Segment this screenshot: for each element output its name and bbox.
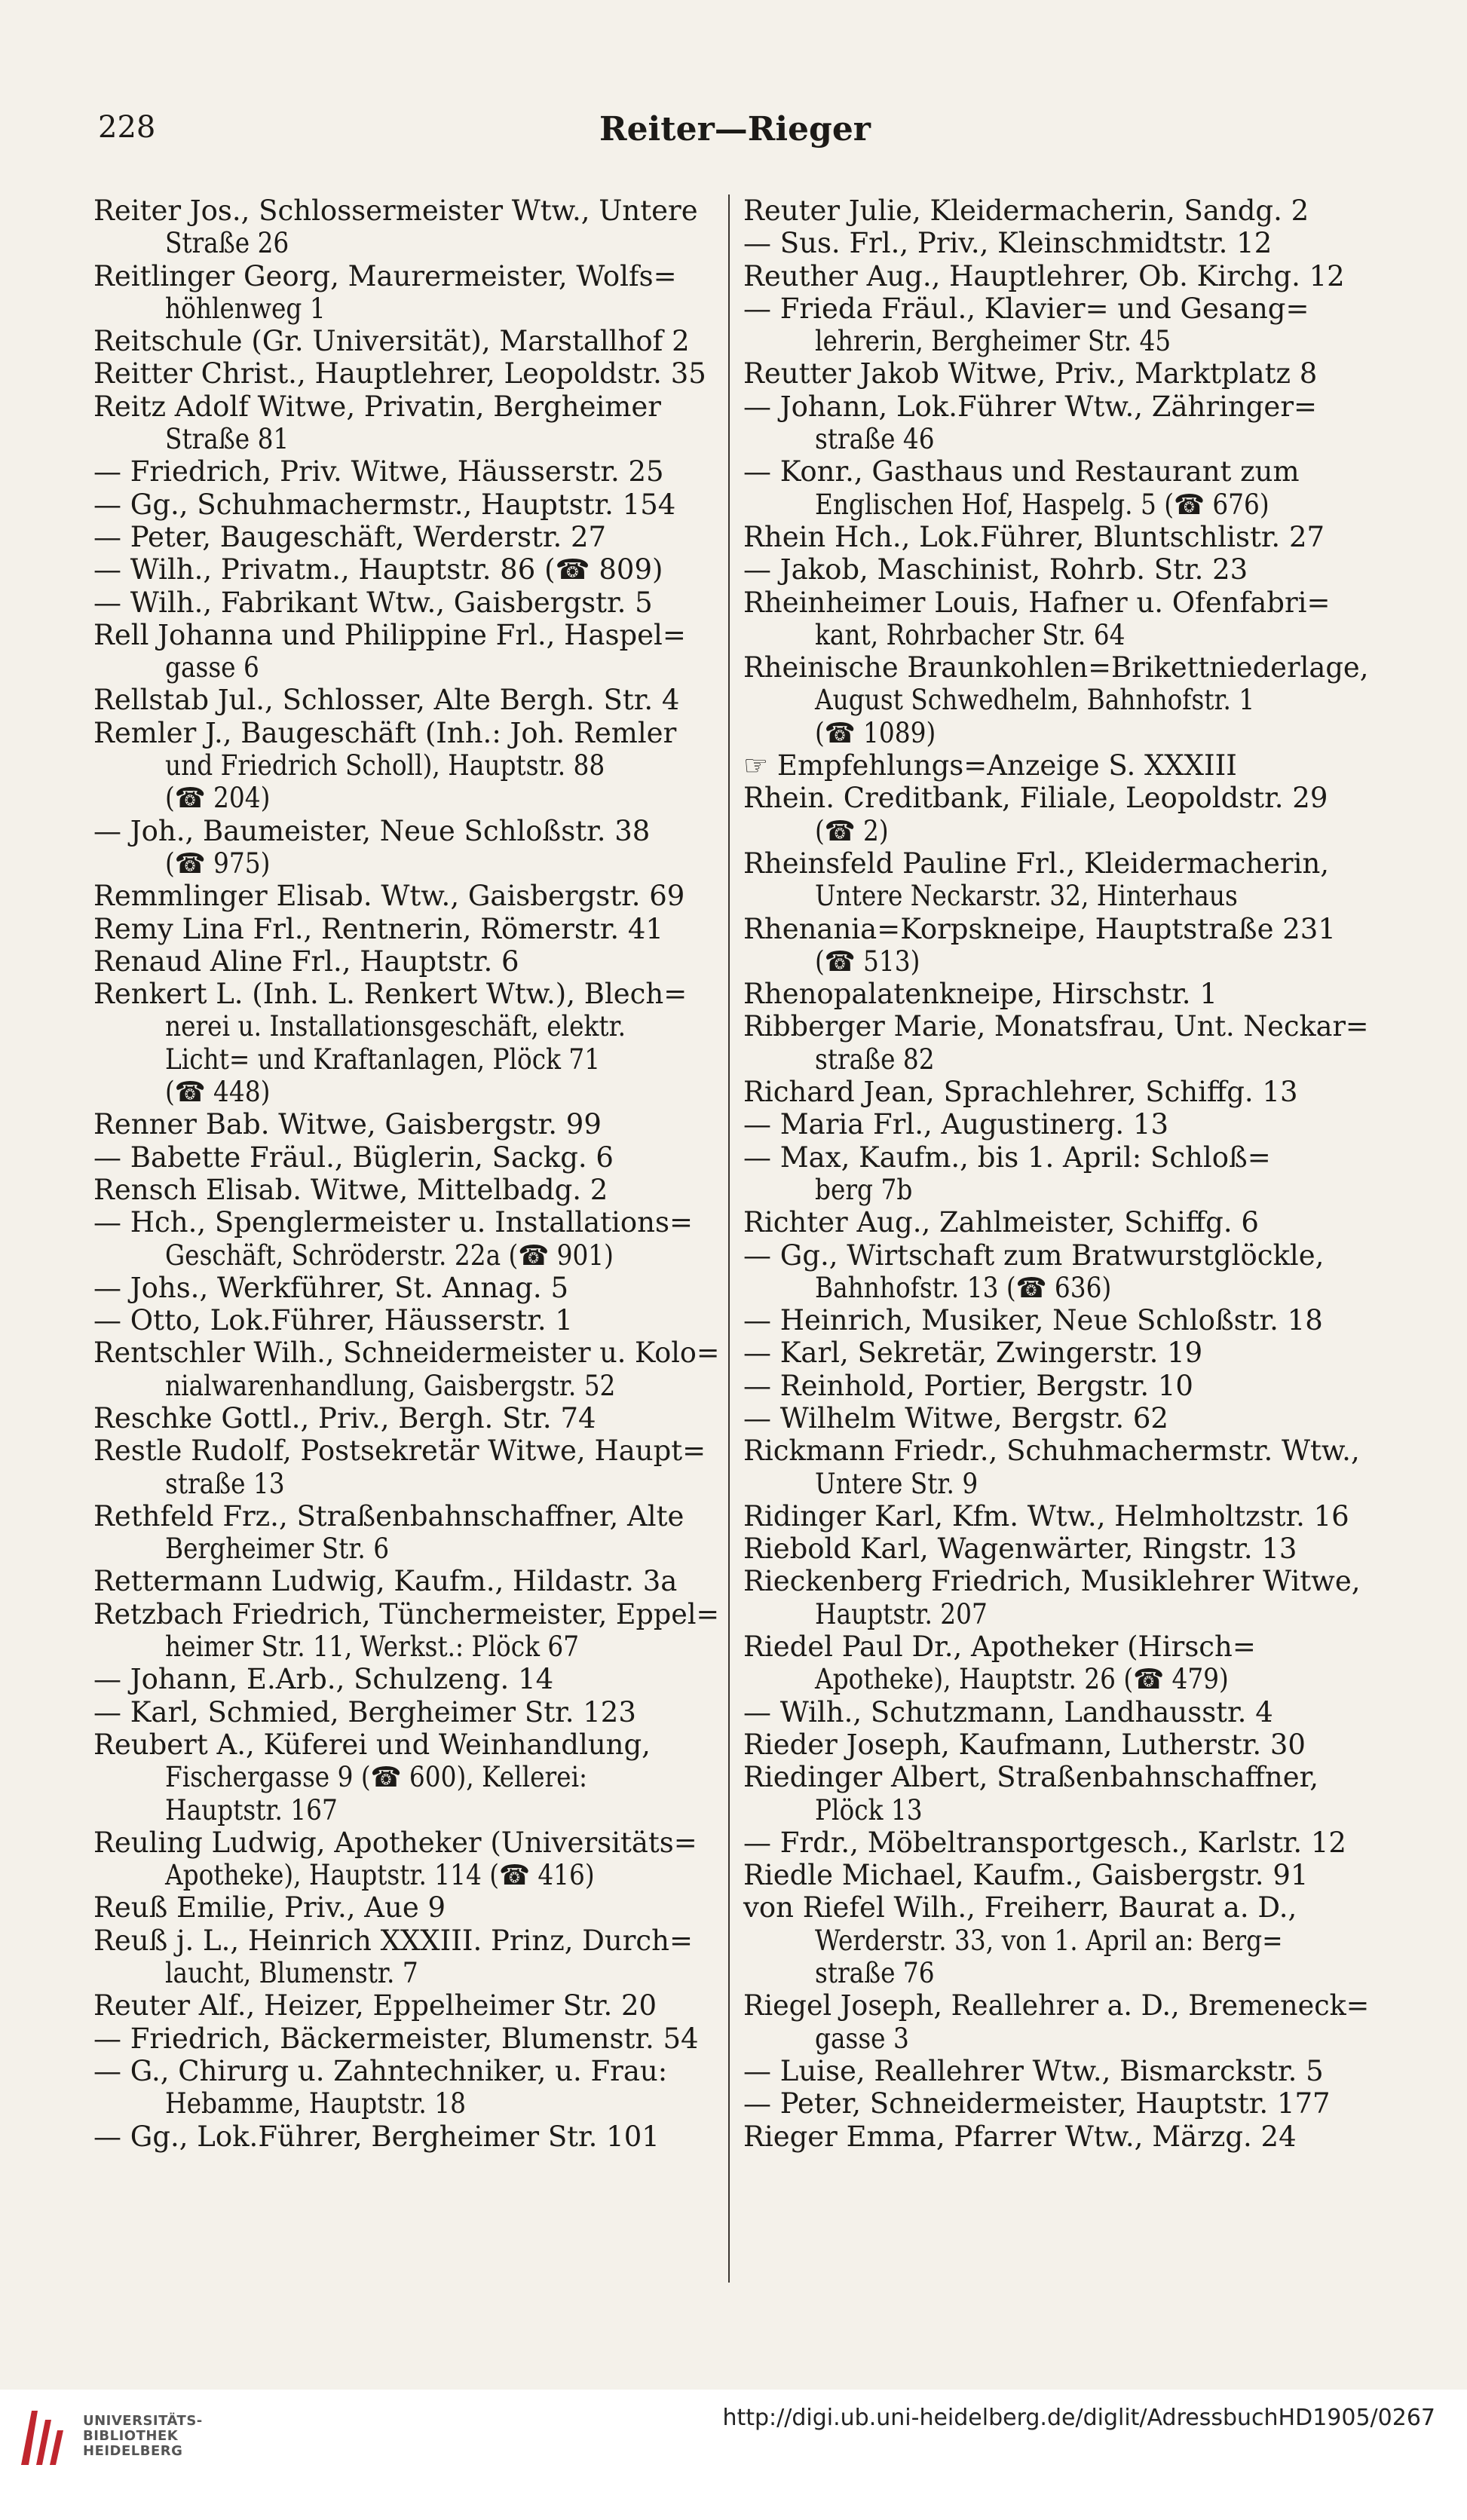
entry-continuation-line: straße 46 — [815, 423, 935, 456]
entry-line: Reutter Jakob Witwe, Priv., Marktplatz 8 — [743, 357, 1318, 390]
directory-entry — [93, 2120, 719, 2153]
page-header — [98, 110, 1372, 155]
entry-continuation-line: (☎ 1089) — [815, 716, 936, 749]
entry-continuation-line: (☎ 448) — [165, 1076, 271, 1109]
entry-line: Reuther Aug., Hauptlehrer, Ob. Kirchg. 12 — [743, 259, 1345, 292]
directory-entry — [743, 292, 1369, 358]
directory-entry — [743, 651, 1369, 749]
entry-line: Reuter Julie, Kleidermacherin, Sandg. 2 — [743, 194, 1309, 227]
entry-line: — Babette Fräul., Büglerin, Sackg. 6 — [93, 1141, 614, 1174]
directory-entry — [93, 1663, 719, 1695]
entry-line: — Wilh., Privatm., Hauptstr. 86 (☎ 809) — [93, 553, 663, 586]
directory-entry — [743, 260, 1369, 292]
directory-entry — [93, 815, 719, 880]
entry-continuation-line: Bergheimer Str. 6 — [165, 1533, 390, 1566]
entry-line: — Johann, Lok.Führer Wtw., Zähringer= — [743, 390, 1318, 423]
entry-line: — Karl, Schmied, Bergheimer Str. 123 — [93, 1695, 636, 1728]
entry-line: Reuß Emilie, Priv., Aue 9 — [93, 1891, 446, 1924]
entry-line: Reitschule (Gr. Universität), Marstallhof 2 — [93, 325, 690, 358]
directory-entry — [743, 194, 1369, 227]
entry-continuation-line: (☎ 2) — [815, 814, 889, 847]
entry-line: — Joh., Baumeister, Neue Schloßstr. 38 — [93, 814, 651, 847]
entry-line: — Konr., Gasthaus und Restaurant zum — [743, 455, 1300, 488]
entry-continuation-line: lehrerin, Bergheimer Str. 45 — [815, 325, 1171, 358]
directory-entry — [743, 1402, 1369, 1435]
running-head: Reiter—Rieger — [599, 110, 871, 149]
entry-line: Reuter Alf., Heizer, Eppelheimer Str. 20 — [93, 1989, 657, 2022]
entry-line: Ridinger Karl, Kfm. Wtw., Helmholtzstr. 16 — [743, 1499, 1349, 1533]
directory-entry — [93, 619, 719, 684]
entry-line: Remy Lina Frl., Rentnerin, Römerstr. 41 — [93, 912, 663, 945]
directory-entry — [93, 1924, 719, 1990]
entry-line: — Peter, Baugeschäft, Werderstr. 27 — [93, 520, 607, 553]
directory-entry — [743, 1565, 1369, 1630]
directory-entry — [743, 782, 1369, 847]
entry-line: Rhenania=Korpskneipe, Hauptstraße 231 — [743, 912, 1336, 945]
entry-line: Rieger Emma, Pfarrer Wtw., Märzg. 24 — [743, 2120, 1297, 2153]
entry-continuation-line: Geschäft, Schröderstr. 22a (☎ 901) — [165, 1239, 614, 1272]
entry-continuation-line: nerei u. Installationsgeschäft, elektr. — [165, 1010, 626, 1043]
entry-continuation-line: gasse 6 — [165, 651, 259, 684]
directory-entry — [743, 553, 1369, 586]
directory-entry — [93, 194, 719, 260]
directory-entry — [743, 1076, 1369, 1108]
directory-entry — [93, 390, 719, 456]
entry-line: Remmlinger Elisab. Wtw., Gaisbergstr. 69 — [93, 880, 685, 913]
entry-line: Riebold Karl, Wagenwärter, Ringstr. 13 — [743, 1533, 1297, 1566]
entry-continuation-line: (☎ 204) — [165, 782, 271, 815]
entry-line: von Riefel Wilh., Freiherr, Baurat a. D., — [743, 1891, 1297, 1924]
directory-entry — [93, 553, 719, 586]
entry-continuation-line: straße 13 — [165, 1467, 285, 1500]
entry-continuation-line: straße 82 — [815, 1043, 935, 1076]
entry-line: Rentschler Wilh., Schneidermeister u. Kolo= — [93, 1337, 720, 1370]
entry-line: — Wilh., Fabrikant Wtw., Gaisbergstr. 5 — [93, 586, 653, 619]
directory-entry — [93, 2022, 719, 2055]
directory-entry — [93, 521, 719, 553]
directory-entry — [93, 488, 719, 521]
entry-line: Renkert L. (Inh. L. Renkert Wtw.), Blech= — [93, 978, 688, 1011]
entry-continuation-line: höhlenweg 1 — [165, 292, 326, 325]
entry-continuation-line: Straße 81 — [165, 423, 289, 456]
entry-continuation-line: Untere Str. 9 — [815, 1467, 979, 1500]
entry-line: Rieder Joseph, Kaufmann, Lutherstr. 30 — [743, 1728, 1306, 1761]
directory-entry — [93, 1728, 719, 1826]
entry-line: — Otto, Lok.Führer, Häusserstr. 1 — [93, 1304, 573, 1337]
entry-line: — Maria Frl., Augustinerg. 13 — [743, 1108, 1168, 1141]
directory-entry — [743, 1989, 1369, 2055]
directory-entry — [743, 1826, 1369, 1859]
entry-continuation-line: Apotheke), Hauptstr. 114 (☎ 416) — [165, 1859, 595, 1892]
entry-line: — G., Chirurg u. Zahntechniker, u. Frau: — [93, 2054, 668, 2087]
entry-line: Rettermann Ludwig, Kaufm., Hildastr. 3a — [93, 1565, 678, 1598]
entry-continuation-line: Untere Neckarstr. 32, Hinterhaus — [815, 880, 1238, 913]
entry-line: Richter Aug., Zahlmeister, Schiffg. 6 — [743, 1206, 1259, 1239]
directory-entry — [743, 1239, 1369, 1305]
entry-line: Ribberger Marie, Monatsfrau, Unt. Neckar= — [743, 1010, 1369, 1043]
directory-entry — [93, 1174, 719, 1206]
entry-line: Rellstab Jul., Schlosser, Alte Bergh. Str. 4 — [93, 684, 680, 717]
column-divider — [728, 194, 730, 2283]
entry-line: Richard Jean, Sprachlehrer, Schiffg. 13 — [743, 1076, 1298, 1109]
directory-entry — [743, 847, 1369, 913]
entry-line: — Luise, Reallehrer Wtw., Bismarckstr. 5 — [743, 2054, 1324, 2087]
directory-entry — [743, 1728, 1369, 1761]
entry-line: Rieckenberg Friedrich, Musiklehrer Witwe, — [743, 1565, 1361, 1598]
entry-line: Reschke Gottl., Priv., Bergh. Str. 74 — [93, 1401, 596, 1435]
directory-entry — [93, 880, 719, 912]
directory-entry — [743, 1304, 1369, 1337]
directory-entry — [93, 1826, 719, 1892]
entry-continuation-line: Hauptstr. 207 — [815, 1597, 988, 1630]
entry-line: Rheinische Braunkohlen=Brikettniederlage, — [743, 651, 1369, 684]
entry-line: — Frdr., Möbeltransportgesch., Karlstr. 12 — [743, 1826, 1346, 1859]
entry-line: — Hch., Spenglermeister u. Installations= — [93, 1206, 693, 1239]
entry-line: Reuß j. L., Heinrich XXXIII. Prinz, Durch= — [93, 1924, 693, 1957]
directory-entry — [93, 1435, 719, 1500]
left-column — [93, 194, 719, 2153]
entry-line: Rell Johanna und Philippine Frl., Haspel= — [93, 618, 686, 651]
entry-continuation-line: (☎ 975) — [165, 847, 271, 880]
directory-entry — [93, 1272, 719, 1304]
entry-line: Remler J., Baugeschäft (Inh.: Joh. Remler — [93, 716, 677, 749]
entry-line: — Heinrich, Musiker, Neue Schloßstr. 18 — [743, 1304, 1323, 1337]
directory-entry — [93, 1565, 719, 1597]
directory-entry — [743, 2055, 1369, 2087]
directory-entry — [743, 1533, 1369, 1565]
directory-entry — [743, 1761, 1369, 1826]
entry-line: — Peter, Schneidermeister, Hauptstr. 177 — [743, 2087, 1331, 2120]
entry-continuation-line: heimer Str. 11, Werkst.: Plöck 67 — [165, 1630, 580, 1664]
entry-continuation-line: August Schwedhelm, Bahnhofstr. 1 — [815, 684, 1255, 717]
directory-entry — [93, 325, 719, 357]
entry-line: — Friedrich, Bäckermeister, Blumenstr. 54 — [93, 2022, 699, 2055]
footer — [0, 2390, 1467, 2520]
entry-line: Rhein. Creditbank, Filiale, Leopoldstr. 29 — [743, 782, 1328, 815]
directory-entry — [93, 1108, 719, 1141]
directory-entry — [93, 1141, 719, 1174]
entry-continuation-line: nialwarenhandlung, Gaisbergstr. 52 — [165, 1369, 616, 1402]
entry-continuation-line: gasse 3 — [815, 2022, 909, 2055]
directory-entry — [93, 455, 719, 488]
directory-entry — [743, 1010, 1369, 1076]
directory-entry — [743, 1696, 1369, 1728]
directory-entry — [93, 1891, 719, 1924]
entry-line: Riegel Joseph, Reallehrer a. D., Bremeneck= — [743, 1989, 1370, 2022]
right-column — [743, 194, 1369, 2153]
directory-entry — [743, 390, 1369, 456]
directory-entry — [93, 717, 719, 815]
directory-entry — [743, 357, 1369, 390]
directory-entry — [743, 1206, 1369, 1239]
entry-continuation-line: straße 76 — [815, 1957, 935, 1990]
directory-entry — [93, 2055, 719, 2120]
entry-continuation-line: Straße 26 — [165, 227, 289, 260]
entry-continuation-line: Plöck 13 — [815, 1793, 923, 1826]
directory-entry — [743, 1141, 1369, 1207]
directory-entry — [743, 978, 1369, 1010]
entry-continuation-line: Hauptstr. 167 — [165, 1793, 338, 1826]
entry-line: Reubert A., Küferei und Weinhandlung, — [93, 1728, 651, 1761]
entry-line: Rethfeld Frz., Straßenbahnschaffner, Alte — [93, 1499, 684, 1533]
directory-entry — [743, 1337, 1369, 1369]
entry-line: — Sus. Frl., Priv., Kleinschmidtstr. 12 — [743, 227, 1273, 260]
entry-line: Rickmann Friedr., Schuhmachermstr. Wtw., — [743, 1435, 1360, 1468]
directory-entry — [93, 1598, 719, 1664]
logo-line: HEIDELBERG — [83, 2443, 183, 2459]
directory-entry — [93, 684, 719, 716]
entry-line: — Reinhold, Portier, Bergstr. 10 — [743, 1369, 1193, 1402]
entry-line: Rheinheimer Louis, Hafner u. Ofenfabri= — [743, 586, 1331, 619]
entry-continuation-line: Bahnhofstr. 13 (☎ 636) — [815, 1271, 1112, 1304]
entry-line: Restle Rudolf, Postsekretär Witwe, Haupt= — [93, 1435, 706, 1468]
entry-line: ☞ Empfehlungs=Anzeige S. XXXIII — [743, 749, 1237, 782]
library-logo-text — [83, 2414, 203, 2459]
directory-entry — [93, 1402, 719, 1435]
directory-entry — [743, 521, 1369, 553]
entry-line: Retzbach Friedrich, Tünchermeister, Eppel= — [93, 1597, 720, 1630]
entry-line: Rensch Elisab. Witwe, Mittelbadg. 2 — [93, 1173, 608, 1206]
directory-entry — [93, 1500, 719, 1566]
entry-continuation-line: (☎ 513) — [815, 945, 920, 978]
entry-line: Riedel Paul Dr., Apotheker (Hirsch= — [743, 1630, 1256, 1664]
directory-entry — [743, 227, 1369, 259]
entry-continuation-line: Licht= und Kraftanlagen, Plöck 71 — [165, 1043, 601, 1076]
entry-line: Reuling Ludwig, Apotheker (Universitäts= — [93, 1826, 697, 1859]
directory-entry — [93, 945, 719, 978]
directory-entry — [743, 1370, 1369, 1402]
directory-entry — [93, 260, 719, 326]
directory-entry — [743, 1859, 1369, 1891]
entry-line: — Johs., Werkführer, St. Annag. 5 — [93, 1271, 568, 1304]
entry-line: Riedinger Albert, Straßenbahnschaffner, — [743, 1761, 1318, 1794]
directory-entry — [743, 749, 1369, 782]
directory-entry — [93, 1304, 719, 1337]
entry-continuation-line: Werderstr. 33, von 1. April an: Berg= — [815, 1924, 1283, 1957]
directory-entry — [93, 1337, 719, 1402]
logo-line: UNIVERSITÄTS- — [83, 2413, 203, 2429]
directory-entry — [743, 2120, 1369, 2153]
directory-entry — [743, 1435, 1369, 1500]
entry-continuation-line: laucht, Blumenstr. 7 — [165, 1957, 418, 1990]
directory-entry — [93, 913, 719, 945]
entry-line: Rhenopalatenkneipe, Hirschstr. 1 — [743, 978, 1217, 1011]
directory-entry — [93, 1989, 719, 2022]
entry-line: Reitlinger Georg, Maurermeister, Wolfs= — [93, 259, 677, 292]
entry-continuation-line: Fischergasse 9 (☎ 600), Kellerei: — [165, 1761, 588, 1794]
directory-entry — [743, 1630, 1369, 1696]
entry-line: — Gg., Schuhmachermstr., Hauptstr. 154 — [93, 488, 676, 521]
entry-continuation-line: Apotheke), Hauptstr. 26 (☎ 479) — [815, 1663, 1229, 1696]
logo-line: BIBLIOTHEK — [83, 2428, 179, 2444]
directory-entry — [743, 586, 1369, 652]
directory-entry — [93, 357, 719, 390]
entry-line: — Jakob, Maschinist, Rohrb. Str. 23 — [743, 553, 1248, 586]
entry-line: — Wilh., Schutzmann, Landhausstr. 4 — [743, 1695, 1273, 1728]
directory-entry — [93, 978, 719, 1108]
entry-line: Renner Bab. Witwe, Gaisbergstr. 99 — [93, 1108, 602, 1141]
page-number: 228 — [98, 110, 156, 145]
entry-line: — Johann, E.Arb., Schulzeng. 14 — [93, 1663, 554, 1696]
entry-continuation-line: Hebamme, Hauptstr. 18 — [165, 2087, 466, 2120]
entry-line: — Gg., Wirtschaft zum Bratwurstglöckle, — [743, 1239, 1325, 1272]
entry-line: Renaud Aline Frl., Hauptstr. 6 — [93, 945, 519, 978]
directory-entry — [93, 586, 719, 619]
directory-entry — [743, 455, 1369, 521]
entry-line: — Max, Kaufm., bis 1. April: Schloß= — [743, 1141, 1271, 1174]
entry-continuation-line: und Friedrich Scholl), Hauptstr. 88 — [165, 749, 605, 782]
university-seal-icon — [15, 2405, 68, 2468]
entry-line: — Wilhelm Witwe, Bergstr. 62 — [743, 1401, 1168, 1435]
entry-line: Riedle Michael, Kaufm., Gaisbergstr. 91 — [743, 1859, 1309, 1892]
entry-line: Rhein Hch., Lok.Führer, Bluntschlistr. 27 — [743, 520, 1325, 553]
directory-entry — [743, 1108, 1369, 1141]
directory-entry — [743, 1891, 1369, 1989]
entry-line: — Frieda Fräul., Klavier= und Gesang= — [743, 292, 1309, 325]
entry-continuation-line: kant, Rohrbacher Str. 64 — [815, 618, 1126, 651]
directory-entry — [743, 1500, 1369, 1533]
entry-line: Reitz Adolf Witwe, Privatin, Bergheimer — [93, 390, 661, 423]
entry-line: Reiter Jos., Schlossermeister Wtw., Untere — [93, 194, 698, 227]
entry-line: — Gg., Lok.Führer, Bergheimer Str. 101 — [93, 2120, 660, 2153]
directory-entry — [743, 913, 1369, 978]
entry-continuation-line: berg 7b — [815, 1173, 913, 1206]
directory-entry — [743, 2087, 1369, 2120]
entry-line: Rheinsfeld Pauline Frl., Kleidermacherin, — [743, 847, 1330, 880]
directory-entry — [93, 1696, 719, 1728]
entry-continuation-line: Englischen Hof, Haspelg. 5 (☎ 676) — [815, 488, 1269, 521]
entry-line: — Friedrich, Priv. Witwe, Häusserstr. 25 — [93, 455, 664, 488]
entry-line: — Karl, Sekretär, Zwingerstr. 19 — [743, 1337, 1203, 1370]
directory-entry — [93, 1206, 719, 1272]
source-url-link[interactable]: http://digi.ub.uni-heidelberg.de/diglit/AdressbuchHD1905/0267 — [722, 2405, 1435, 2431]
entry-line: Reitter Christ., Hauptlehrer, Leopoldstr. 35 — [93, 357, 706, 390]
